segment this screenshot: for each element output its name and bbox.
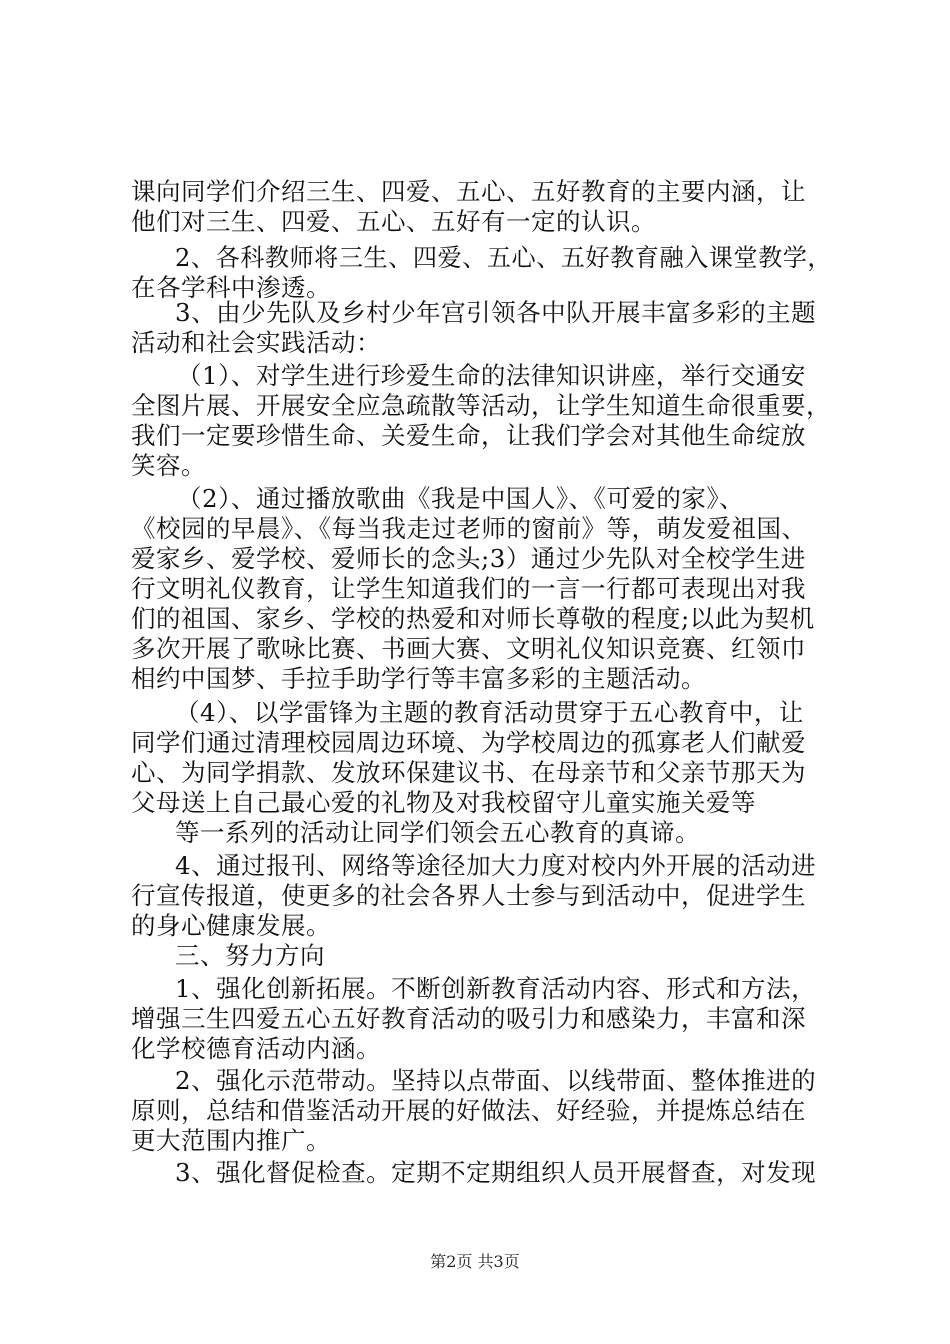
text-line: 笑容。 — [131, 451, 206, 480]
text-line: 《校园的早晨》、《每当我走过老师的窗前》等，萌发爱祖国、 — [131, 514, 807, 543]
text-line: 化学校德育活动内涵。 — [131, 1034, 381, 1063]
text-line: 他们对三生、四爱、五心、五好有一定的认识。 — [131, 207, 656, 236]
text-line: 更大范围内推广。 — [131, 1126, 331, 1155]
text-line: 课向同学们介绍三生、四爱、五心、五好教育的主要内涵，让 — [131, 177, 806, 206]
page-number-footer: 第2页 共3页 — [430, 1252, 520, 1271]
text-line: 爱家乡、爱学校、爱师长的念头;3）通过少先队对全校学生进 — [131, 544, 806, 573]
text-line: 3、强化督促检查。定期不定期组织人员开展督查，对发现 — [175, 1158, 817, 1187]
text-line: 全图片展、开展安全应急疏散等活动，让学生知道生命很重要， — [131, 391, 831, 420]
text-line: 原则，总结和借鉴活动开展的好做法、好经验，并提炼总结在 — [131, 1096, 806, 1125]
text-line: 活动和社会实践活动： — [131, 328, 381, 357]
text-line: 1、强化创新拓展。不断创新教育活动内容、形式和方法， — [175, 974, 817, 1003]
text-line: 2、强化示范带动。坚持以点带面、以线带面、整体推进的 — [175, 1066, 817, 1095]
text-line: 相约中国梦、手拉手助学行等丰富多彩的主题活动。 — [131, 664, 706, 693]
text-line: 心、为同学捐款、发放环保建议书、在母亲节和父亲节那天为 — [131, 758, 806, 787]
text-line: 增强三生四爱五心五好教育活动的吸引力和感染力，丰富和深 — [131, 1004, 806, 1033]
text-line: 行宣传报道，使更多的社会各界人士参与到活动中，促进学生 — [131, 881, 806, 910]
text-line: 的身心健康发展。 — [131, 911, 331, 940]
text-line: 3、由少先队及乡村少年宫引领各中队开展丰富多彩的主题 — [175, 298, 817, 327]
text-line: 父母送上自己最心爱的礼物及对我校留守儿童实施关爱等 — [131, 788, 756, 817]
text-line: （1）、对学生进行珍爱生命的法律知识讲座，举行交通安 — [177, 361, 806, 390]
text-line: 2、各科教师将三生、四爱、五心、五好教育融入课堂教学， — [175, 243, 833, 272]
text-line: 们的祖国、家乡、学校的热爱和对师长尊敬的程度;以此为契机 — [131, 604, 815, 633]
text-line: （4）、以学雷锋为主题的教育活动贯穿于五心教育中，让 — [175, 698, 804, 727]
text-line: 等一系列的活动让同学们领会五心教育的真谛。 — [175, 818, 700, 847]
section-heading: 三、努力方向 — [175, 941, 325, 970]
text-line: 行文明礼仪教育，让学生知道我们的一言一行都可表现出对我 — [131, 574, 806, 603]
text-line: 在各学科中渗透。 — [131, 273, 331, 302]
text-line: 多次开展了歌咏比赛、书画大赛、文明礼仪知识竞赛、红领巾 — [131, 634, 806, 663]
text-line: 我们一定要珍惜生命、关爱生命，让我们学会对其他生命绽放 — [131, 421, 806, 450]
text-line: （2）、通过播放歌曲《我是中国人》、《可爱的家》、 — [177, 484, 745, 513]
text-line: 同学们通过清理校园周边环境、为学校周边的孤寡老人们献爱 — [131, 728, 806, 757]
text-line: 4、通过报刊、网络等途径加大力度对校内外开展的活动进 — [175, 851, 817, 880]
